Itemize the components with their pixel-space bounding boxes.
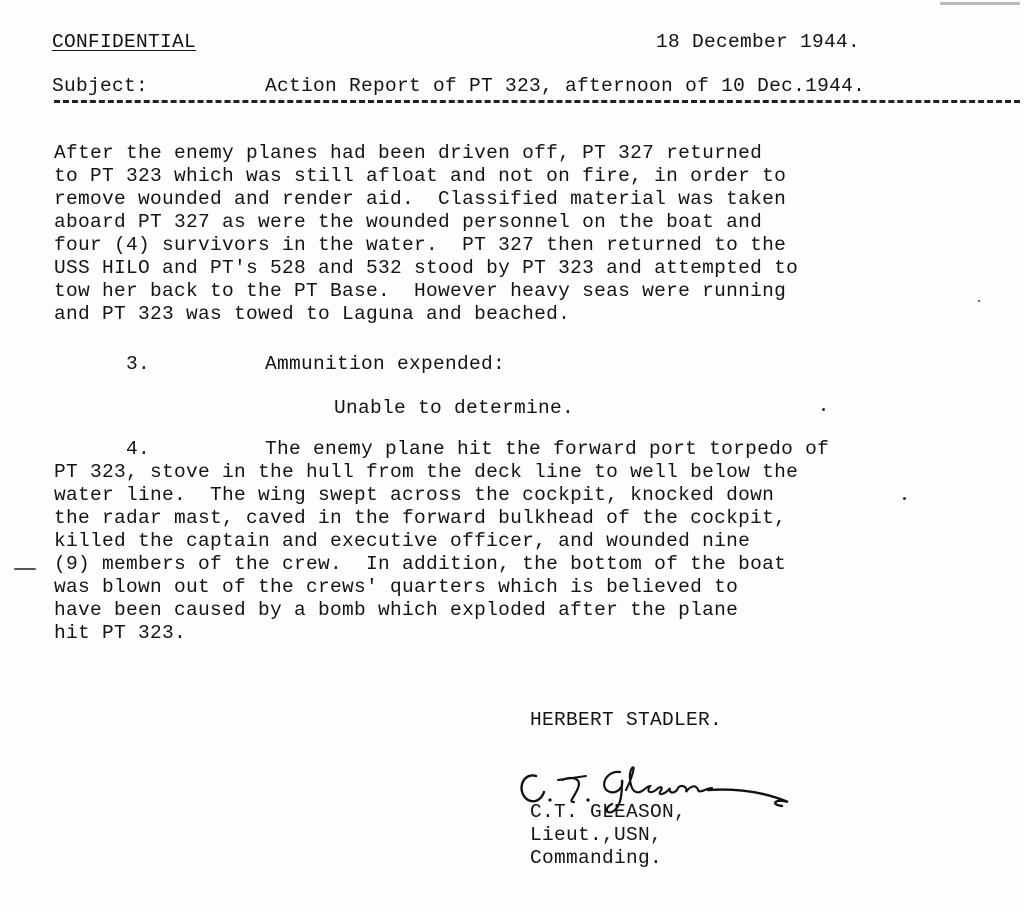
scan-speck — [978, 300, 980, 302]
paragraph-line: and PT 323 was towed to Laguna and beached. — [54, 303, 571, 325]
typed-name-gleason: C.T. GLEASON, — [530, 801, 687, 823]
subject-text: Action Report of PT 323, afternoon of 10 Dec.1944. — [265, 75, 866, 97]
paragraph-line: (9) members of the crew. In addition, the bottom of the boat — [54, 553, 787, 575]
item-3-heading: Ammunition expended: — [265, 353, 506, 375]
paragraph-line: was blown out of the crews' quarters which is believed to — [54, 576, 739, 598]
paragraph-line: have been caused by a bomb which exploded after the plane — [54, 599, 739, 621]
paragraph-line: PT 323, stove in the hull from the deck line to well below the — [54, 461, 799, 483]
scan-speck — [940, 2, 1020, 5]
paragraph-line: tow her back to the PT Base. However heavy seas were running — [54, 280, 787, 302]
paragraph-line: After the enemy planes had been driven off, PT 327 returned — [54, 142, 763, 164]
paragraph-line: USS HILO and PT's 528 and 532 stood by PT 323 and attempted to — [54, 257, 799, 279]
paragraph-line: the radar mast, caved in the forward bulkhead of the cockpit, — [54, 507, 787, 529]
item-3-value: Unable to determine. — [334, 397, 575, 419]
typed-rank: Lieut.,USN, — [530, 824, 663, 846]
typed-role: Commanding. — [530, 847, 663, 869]
scan-speck — [903, 497, 906, 500]
dashed-separator — [54, 100, 1020, 103]
report-date: 18 December 1944. — [656, 31, 861, 53]
paragraph-line: killed the captain and executive officer, and wounded nine — [54, 530, 751, 552]
paragraph-line: to PT 323 which was still afloat and not on fire, in order to — [54, 165, 787, 187]
scan-speck — [14, 568, 36, 570]
scan-speck — [822, 408, 825, 411]
paragraph-line: water line. The wing swept across the cockpit, knocked down — [54, 484, 775, 506]
paragraph-line: hit PT 323. — [54, 622, 187, 644]
subject-label: Subject: — [52, 75, 149, 97]
typed-name-stadler: HERBERT STADLER. — [530, 709, 723, 731]
item-4-number: 4. — [126, 438, 151, 460]
paragraph-line: four (4) survivors in the water. PT 327 then returned to the — [54, 234, 787, 256]
paragraph-line: remove wounded and render aid. Classified material was taken — [54, 188, 787, 210]
paragraph-line: aboard PT 327 as were the wounded personnel on the boat and — [54, 211, 763, 233]
item-3-number: 3. — [126, 353, 151, 375]
item-4-first-line: The enemy plane hit the forward port torpedo of — [265, 438, 830, 460]
classification-heading: CONFIDENTIAL — [52, 31, 197, 53]
